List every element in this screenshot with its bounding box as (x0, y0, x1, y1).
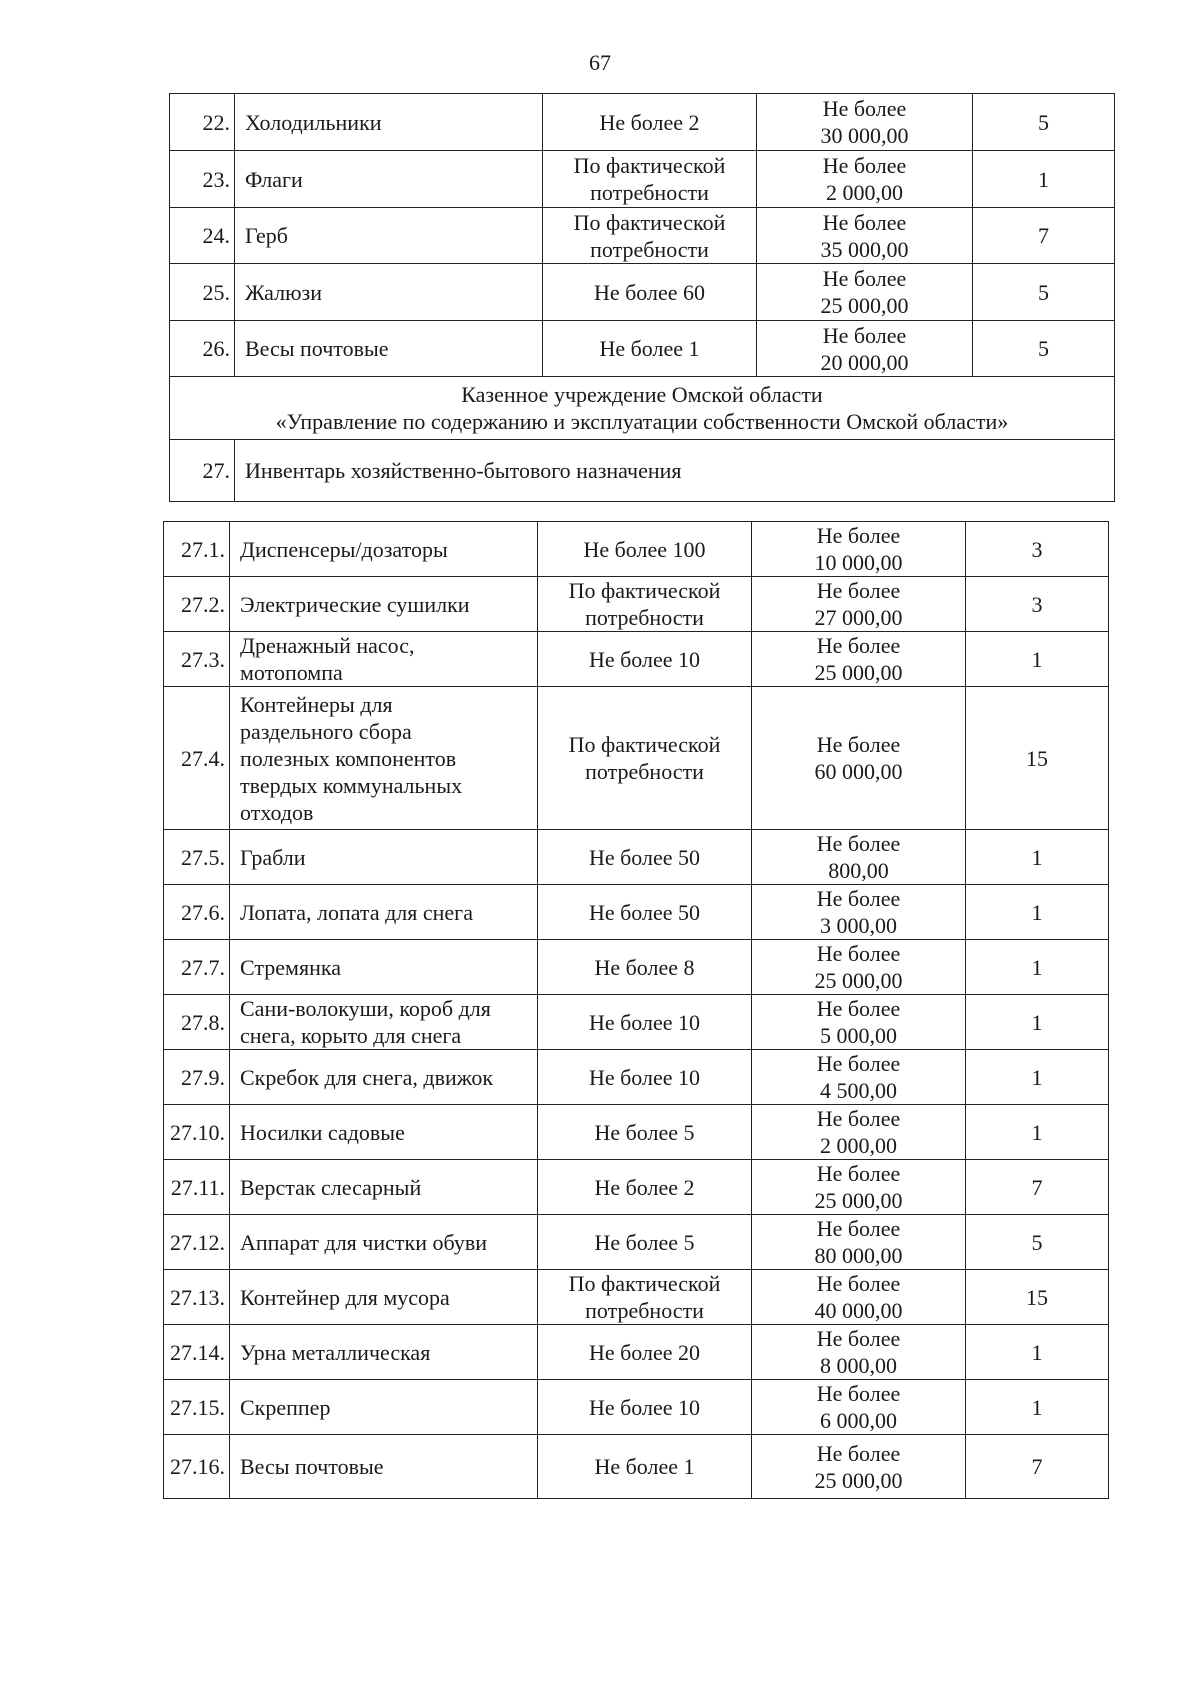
price-line: 60 000,00 (814, 759, 903, 784)
price-line: Не более (816, 1326, 901, 1351)
price (757, 151, 973, 208)
table-row (164, 1160, 1109, 1215)
price-line: 2 000,00 (826, 180, 903, 205)
item-name (230, 632, 538, 687)
item-name: Аппарат для чистки обуви (230, 1215, 538, 1270)
group-row (170, 440, 1115, 502)
item-name: Весы почтовые (235, 321, 543, 377)
service-life: 1 (966, 1380, 1109, 1435)
quantity: Не более 1 (543, 321, 757, 377)
item-name-line: Сани-волокуши, короб для (240, 996, 491, 1021)
section-header-line: Казенное учреждение Омской области (461, 382, 823, 407)
price-line: Не более (816, 1161, 901, 1186)
price-line: Не более (816, 1106, 901, 1131)
price-line: Не более (816, 1216, 901, 1241)
item-name (230, 687, 538, 830)
row-number: 27.10. (164, 1105, 230, 1160)
table-upper-body (170, 94, 1115, 502)
service-life: 1 (966, 885, 1109, 940)
service-life: 7 (966, 1435, 1109, 1499)
service-life: 1 (966, 1050, 1109, 1105)
quantity: Не более 10 (538, 1050, 752, 1105)
price (752, 522, 966, 577)
row-number: 27.3. (164, 632, 230, 687)
price-line: 3 000,00 (820, 913, 897, 938)
service-life: 15 (966, 687, 1109, 830)
price-line: 40 000,00 (814, 1298, 903, 1323)
item-name: Диспенсеры/дозаторы (230, 522, 538, 577)
item-name: Электрические сушилки (230, 577, 538, 632)
price-line: Не более (816, 578, 901, 603)
item-name-line: Контейнеры для (240, 691, 393, 717)
row-number: 27.7. (164, 940, 230, 995)
service-life: 7 (973, 208, 1115, 264)
price-line: Не более (822, 266, 907, 291)
price-line: Не более (822, 209, 907, 235)
table-upper (169, 93, 1115, 502)
table-row (164, 1435, 1109, 1499)
table-row (170, 208, 1115, 264)
service-life: 3 (966, 577, 1109, 632)
item-name: Холодильники (235, 94, 543, 151)
quantity (538, 577, 752, 632)
service-life: 5 (973, 264, 1115, 321)
price (752, 1050, 966, 1105)
table-row (170, 94, 1115, 151)
price (752, 1435, 966, 1499)
price-line: Не более (816, 1381, 901, 1406)
price-line: Не более (816, 941, 901, 966)
row-number: 27.13. (164, 1270, 230, 1325)
price (752, 1160, 966, 1215)
service-life: 3 (966, 522, 1109, 577)
row-number: 27.14. (164, 1325, 230, 1380)
item-name-line: Дренажный насос, (240, 633, 415, 658)
price (752, 1270, 966, 1325)
quantity-line: По фактической (573, 153, 726, 178)
service-life: 1 (973, 151, 1115, 208)
item-name: Грабли (230, 830, 538, 885)
table-row (164, 940, 1109, 995)
quantity-line: потребности (585, 1298, 704, 1323)
item-name: Весы почтовые (230, 1435, 538, 1499)
quantity (543, 208, 757, 264)
quantity: Не более 5 (538, 1105, 752, 1160)
table-row (164, 687, 1109, 830)
table-row (164, 1050, 1109, 1105)
price-line: Не более (816, 996, 901, 1021)
section-header (170, 377, 1115, 440)
price-line: 2 000,00 (820, 1133, 897, 1158)
quantity: Не более 1 (538, 1435, 752, 1499)
table-row (170, 321, 1115, 377)
quantity (538, 687, 752, 830)
service-life: 5 (973, 321, 1115, 377)
price-line: Не более (822, 322, 907, 348)
quantity-line: По фактической (573, 209, 726, 235)
table-lower-body (164, 522, 1109, 1499)
table-row (164, 830, 1109, 885)
price (752, 885, 966, 940)
item-name-line: отходов (240, 799, 314, 825)
quantity: Не более 50 (538, 885, 752, 940)
price-line: 8 000,00 (820, 1353, 897, 1378)
price-line: 10 000,00 (814, 550, 903, 575)
table-row (164, 1380, 1109, 1435)
price-line: 25 000,00 (814, 1467, 903, 1493)
service-life: 1 (966, 632, 1109, 687)
quantity-line: потребности (585, 605, 704, 630)
price-line: Не более (816, 831, 901, 856)
service-life: 1 (966, 940, 1109, 995)
quantity: Не более 20 (538, 1325, 752, 1380)
price (752, 1105, 966, 1160)
item-name-line: снега, корыто для снега (240, 1023, 462, 1048)
table-row (164, 522, 1109, 577)
price (752, 632, 966, 687)
quantity-line: По фактической (568, 732, 721, 757)
price (752, 687, 966, 830)
quantity: Не более 2 (543, 94, 757, 151)
table-row (164, 1325, 1109, 1380)
row-number: 27.4. (164, 687, 230, 830)
item-name: Верстак слесарный (230, 1160, 538, 1215)
service-life: 7 (966, 1160, 1109, 1215)
row-number: 27.1. (164, 522, 230, 577)
price-line: Не более (816, 1051, 901, 1076)
price-line: 25 000,00 (820, 293, 909, 318)
row-number: 27.6. (164, 885, 230, 940)
table-row (170, 151, 1115, 208)
row-number: 27.12. (164, 1215, 230, 1270)
row-number: 23. (170, 151, 235, 208)
item-name: Урна металлическая (230, 1325, 538, 1380)
price (752, 1215, 966, 1270)
item-name: Герб (235, 208, 543, 264)
service-life: 15 (966, 1270, 1109, 1325)
page-number: 67 (589, 50, 611, 75)
quantity: Не более 100 (538, 522, 752, 577)
item-name-line: твердых коммунальных (240, 772, 463, 798)
item-name-line: полезных компонентов (240, 745, 457, 771)
price-line: 27 000,00 (814, 605, 903, 630)
row-number: 24. (170, 208, 235, 264)
table-row (164, 1270, 1109, 1325)
price-line: 800,00 (828, 858, 889, 883)
table-row (164, 995, 1109, 1050)
quantity: Не более 2 (538, 1160, 752, 1215)
row-number: 27.9. (164, 1050, 230, 1105)
item-name: Флаги (235, 151, 543, 208)
price (752, 830, 966, 885)
quantity-line: потребности (590, 180, 709, 205)
row-number: 27. (170, 440, 235, 502)
table-row (164, 1105, 1109, 1160)
section-header-row (170, 377, 1115, 440)
service-life: 1 (966, 1325, 1109, 1380)
item-name: Жалюзи (235, 264, 543, 321)
price-line: Не более (816, 523, 901, 548)
quantity: Не более 10 (538, 632, 752, 687)
price-line: 6 000,00 (820, 1408, 897, 1433)
price-line: Не более (816, 633, 901, 658)
service-life: 1 (966, 995, 1109, 1050)
price (757, 208, 973, 264)
group-name: Инвентарь хозяйственно-бытового назначения (235, 440, 1115, 502)
table-row (164, 577, 1109, 632)
price (752, 1325, 966, 1380)
price-line: Не более (816, 886, 901, 911)
price (752, 577, 966, 632)
service-life: 1 (966, 1105, 1109, 1160)
quantity: Не более 5 (538, 1215, 752, 1270)
price-line: 4 500,00 (820, 1078, 897, 1103)
item-name: Носилки садовые (230, 1105, 538, 1160)
price-line: Не более (822, 153, 907, 178)
row-number: 27.5. (164, 830, 230, 885)
price (752, 1380, 966, 1435)
item-name: Скреппер (230, 1380, 538, 1435)
price (752, 995, 966, 1050)
item-name: Лопата, лопата для снега (230, 885, 538, 940)
item-name-line: мотопомпа (240, 660, 343, 685)
table-lower (163, 521, 1109, 1499)
price (757, 321, 973, 377)
price-line: 5 000,00 (820, 1023, 897, 1048)
service-life: 1 (966, 830, 1109, 885)
quantity: Не более 8 (538, 940, 752, 995)
quantity-line: По фактической (568, 578, 721, 603)
price (757, 264, 973, 321)
quantity: Не более 60 (543, 264, 757, 321)
price-line: Не более (816, 1271, 901, 1296)
table-row (170, 264, 1115, 321)
price-line: 25 000,00 (814, 660, 903, 685)
row-number: 27.2. (164, 577, 230, 632)
table-row (164, 1215, 1109, 1270)
price-line: 80 000,00 (814, 1243, 903, 1268)
row-number: 27.8. (164, 995, 230, 1050)
quantity (538, 1270, 752, 1325)
price-line: 20 000,00 (820, 349, 909, 375)
quantity: Не более 10 (538, 1380, 752, 1435)
item-name: Контейнер для мусора (230, 1270, 538, 1325)
item-name-line: раздельного сбора (240, 718, 412, 744)
row-number: 25. (170, 264, 235, 321)
quantity-line: По фактической (568, 1271, 721, 1296)
service-life: 5 (973, 94, 1115, 151)
table-row (164, 885, 1109, 940)
quantity: Не более 50 (538, 830, 752, 885)
table-row (164, 632, 1109, 687)
row-number: 27.15. (164, 1380, 230, 1435)
price-line: Не более (816, 732, 901, 757)
section-header-line: «Управление по содержанию и эксплуатации собственности Омской области» (275, 409, 1009, 434)
item-name: Стремянка (230, 940, 538, 995)
price-line: Не более (822, 96, 907, 121)
service-life: 5 (966, 1215, 1109, 1270)
price-line: 35 000,00 (820, 236, 909, 262)
quantity-line: потребности (590, 236, 709, 262)
row-number: 27.11. (164, 1160, 230, 1215)
item-name (230, 995, 538, 1050)
price-line: 25 000,00 (814, 968, 903, 993)
price (757, 94, 973, 151)
item-name: Скребок для снега, движок (230, 1050, 538, 1105)
price-line: 30 000,00 (820, 123, 909, 148)
row-number: 22. (170, 94, 235, 151)
quantity-line: потребности (585, 759, 704, 784)
price-line: Не более (816, 1440, 901, 1466)
price (752, 940, 966, 995)
quantity: Не более 10 (538, 995, 752, 1050)
row-number: 26. (170, 321, 235, 377)
price-line: 25 000,00 (814, 1188, 903, 1213)
quantity (543, 151, 757, 208)
row-number: 27.16. (164, 1435, 230, 1499)
